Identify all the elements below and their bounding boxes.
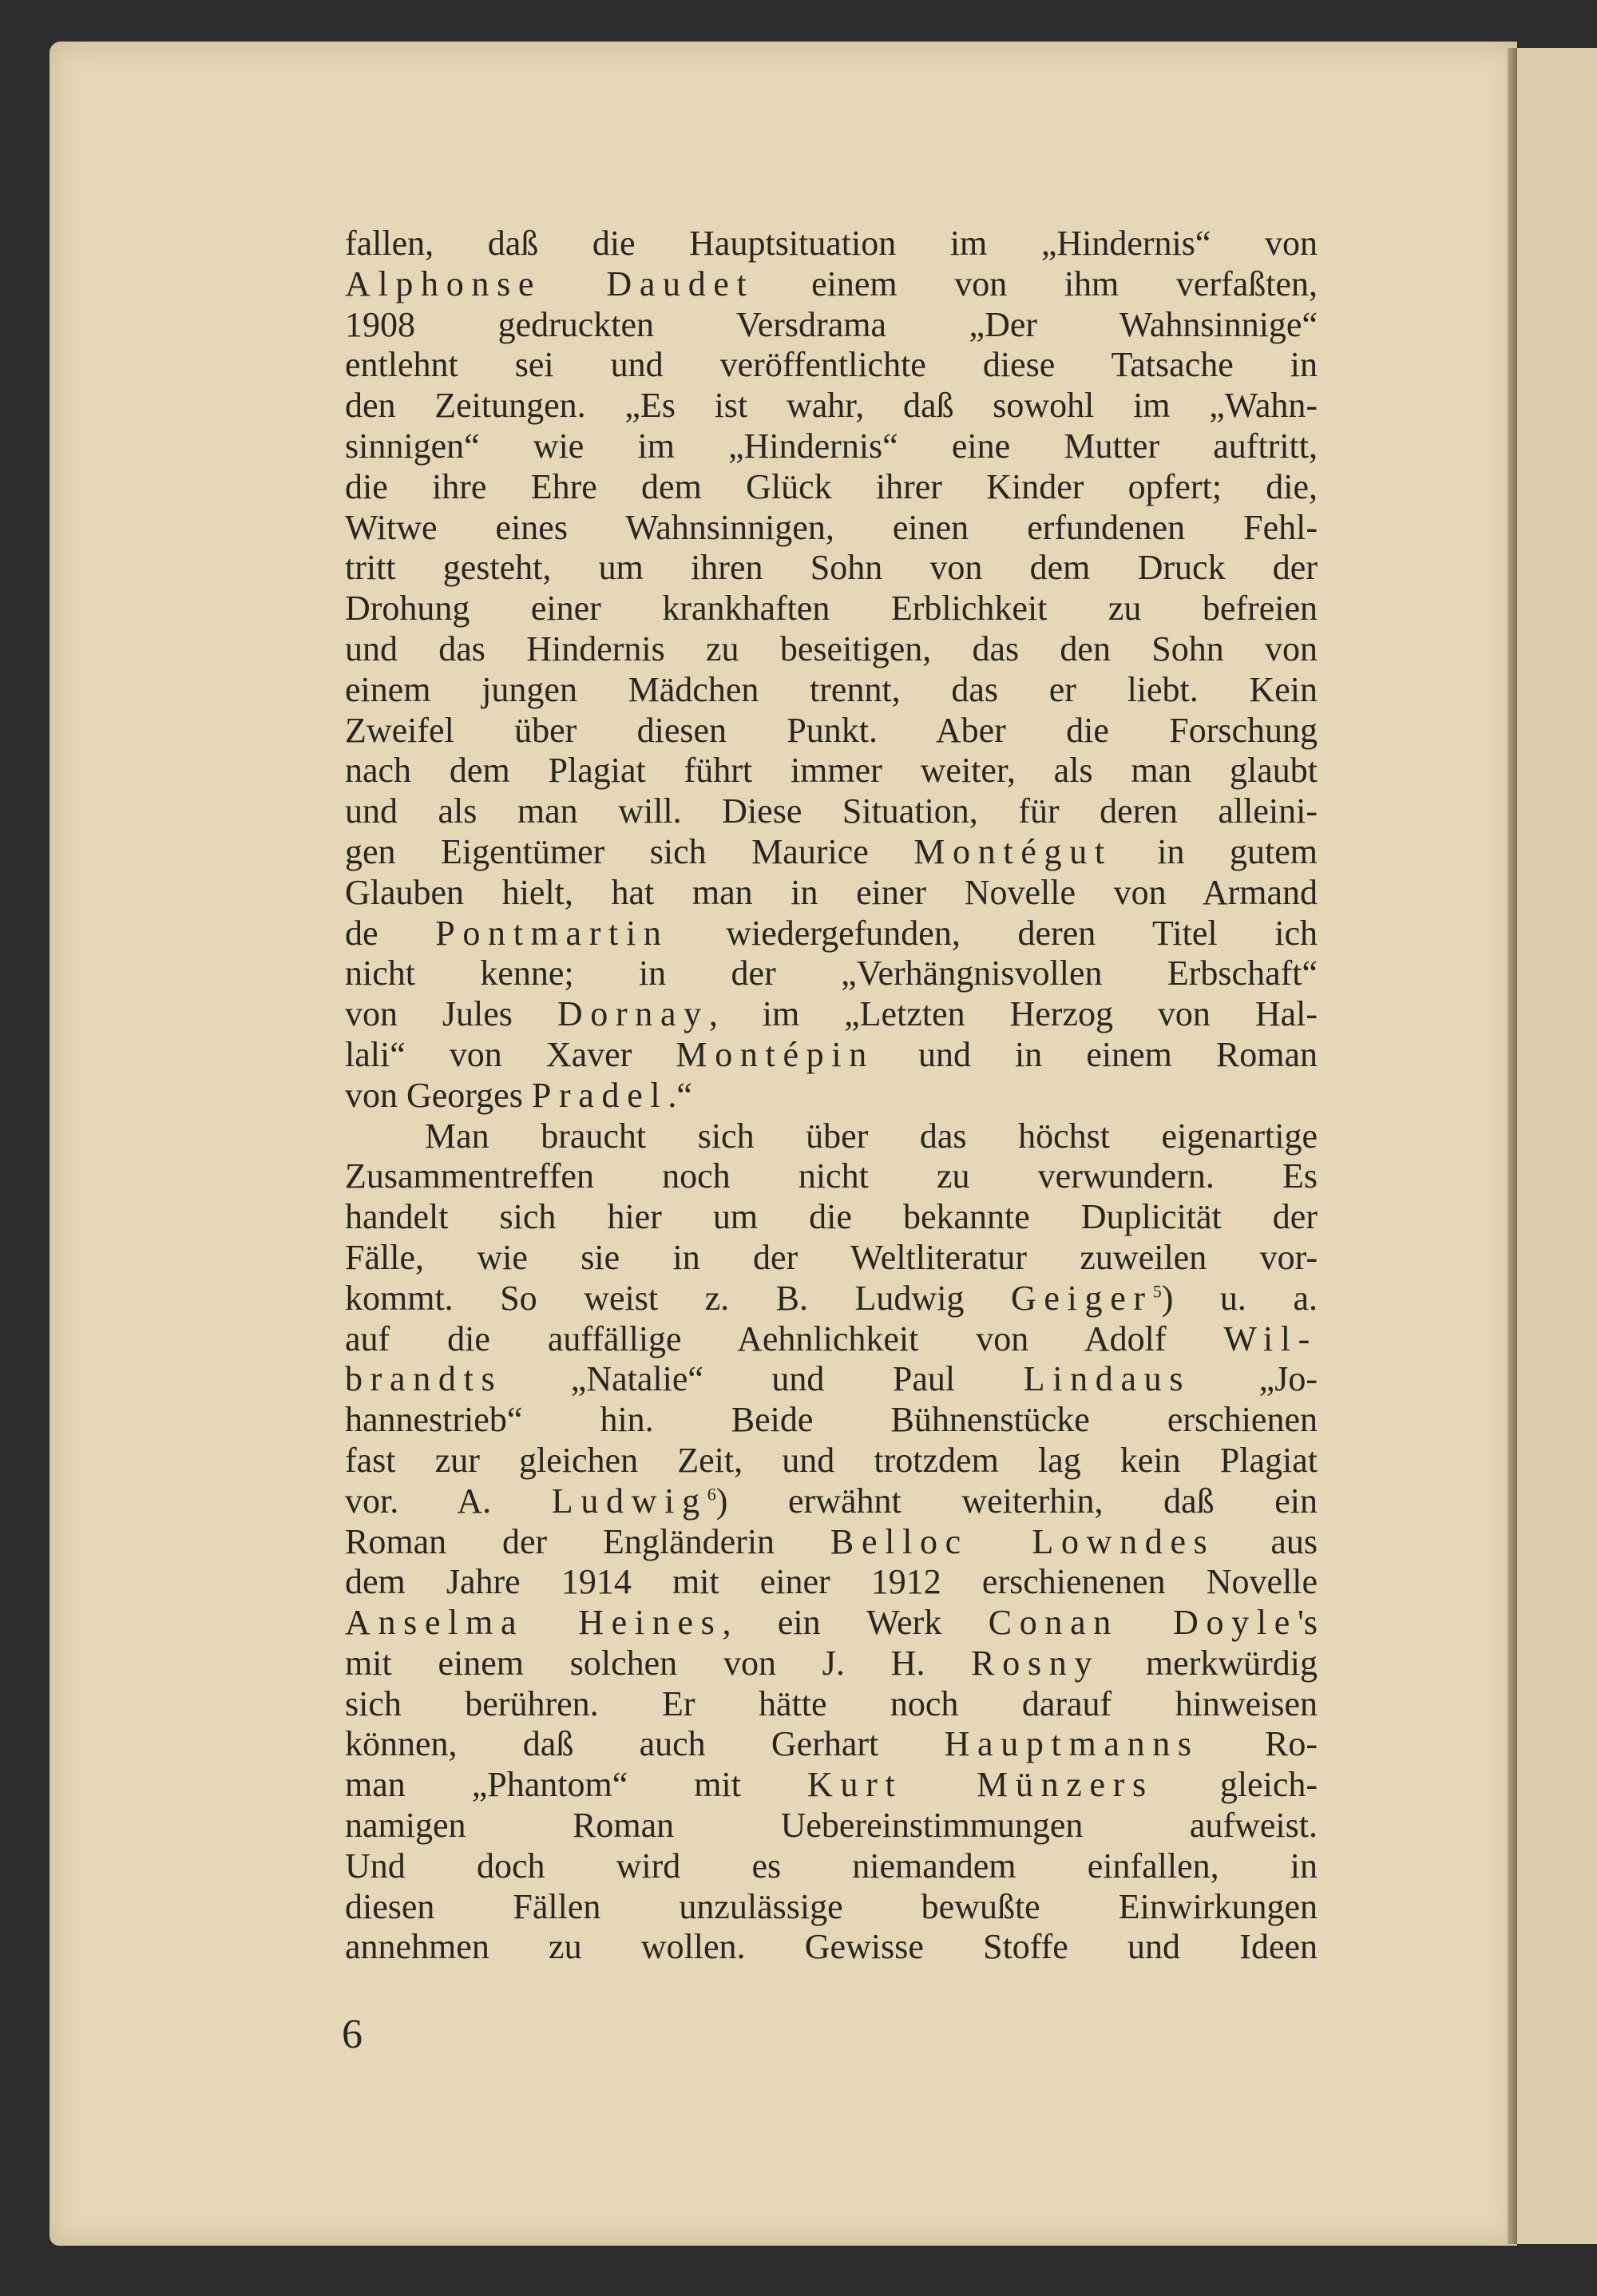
text-segment: fallen, daß die Hauptsituation im „Hindernis“ von xyxy=(345,224,1318,263)
text-line xyxy=(345,629,1318,670)
text-line xyxy=(345,1400,1318,1441)
spaced-name: Hauptmanns xyxy=(944,1724,1199,1764)
text-segment: nicht kenne; in der „Verhängnisvollen Erbschaft“ xyxy=(345,954,1318,993)
text-segment: einem von ihm verfaßten, xyxy=(754,264,1318,303)
spaced-name: Ludwig xyxy=(551,1481,707,1521)
text-segment: den Zeitungen. „Es ist wahr, daß sowohl im „Wahn- xyxy=(345,386,1318,426)
spaced-name: Rosny xyxy=(971,1643,1100,1683)
text-line xyxy=(345,1522,1318,1563)
text-segment: hannestrieb“ hin. Beide Bühnenstücke erschienen xyxy=(345,1400,1318,1440)
text-segment: einem jungen Mädchen trennt, das er liebt. Kein xyxy=(345,669,1318,709)
text-segment: lali“ von Xaver xyxy=(345,1034,676,1074)
text-line xyxy=(345,1197,1318,1238)
text-line xyxy=(345,670,1318,711)
text-segment: gleich- xyxy=(1153,1765,1318,1805)
text-line xyxy=(345,1806,1318,1846)
text-segment: Und doch wird es niemandem einfallen, in xyxy=(345,1846,1318,1886)
text-line xyxy=(345,1441,1318,1481)
text-line xyxy=(345,994,1318,1035)
text-line xyxy=(345,1562,1318,1603)
text-segment: Roman der Engländerin xyxy=(345,1521,830,1561)
text-line xyxy=(345,467,1318,508)
text-line xyxy=(345,1684,1318,1725)
spaced-name: Kurt Münzers xyxy=(807,1765,1154,1805)
text-line xyxy=(345,305,1318,346)
text-line xyxy=(345,1724,1318,1765)
text-segment: sinnigen“ wie im „Hindernis“ eine Mutter auftritt, xyxy=(345,426,1318,466)
text-segment: mit einem solchen von J. H. xyxy=(345,1643,972,1683)
spaced-name: Conan Doyle xyxy=(988,1603,1298,1643)
text-line xyxy=(345,832,1318,873)
facing-page-edge xyxy=(1517,48,1597,2244)
text-line xyxy=(345,1927,1318,1968)
text-line xyxy=(345,711,1318,751)
text-line xyxy=(345,508,1318,549)
text-line xyxy=(345,1279,1318,1319)
text-segment: wiedergefunden, deren Titel ich xyxy=(668,913,1318,953)
text-segment: in gutem xyxy=(1112,831,1318,871)
text-segment: aus xyxy=(1215,1521,1318,1561)
spaced-name: Montégut xyxy=(913,831,1112,871)
footnote-marker: 6 xyxy=(707,1484,716,1505)
spaced-name: Montépin xyxy=(676,1034,874,1074)
text-line xyxy=(345,1359,1318,1400)
text-segment: dem Jahre 1914 mit einer 1912 erschienenen Novelle xyxy=(345,1562,1318,1602)
text-segment: kommt. So weist z. B. Ludwig xyxy=(345,1278,1011,1318)
text-segment: tritt gesteht, um ihren Sohn von dem Druck der xyxy=(345,548,1318,588)
text-line xyxy=(345,1481,1318,1522)
text-segment: sich berühren. Er hätte noch darauf hinweisen xyxy=(345,1683,1318,1723)
text-segment: , im „Letzten Herzog von Hal- xyxy=(708,994,1318,1034)
text-line xyxy=(345,1156,1318,1197)
text-segment: Glauben hielt, hat man in einer Novelle von Armand xyxy=(345,872,1318,912)
text-segment: „Natalie“ und Paul xyxy=(502,1359,1024,1399)
text-line xyxy=(345,1238,1318,1279)
text-segment: 's xyxy=(1297,1603,1318,1643)
text-line xyxy=(345,1116,1318,1157)
text-line xyxy=(345,1765,1318,1806)
text-line xyxy=(345,914,1318,954)
text-segment: die ihre Ehre dem Glück ihrer Kinder opfert; die, xyxy=(345,466,1318,506)
text-segment: Zusammentreffen noch nicht zu verwundern. Es xyxy=(345,1156,1318,1196)
spaced-name: Alphonse Daudet xyxy=(345,264,755,303)
text-line xyxy=(345,1076,1318,1116)
text-segment: .“ xyxy=(668,1075,692,1115)
text-segment: fast zur gleichen Zeit, und trotzdem lag kein Plagiat xyxy=(345,1440,1318,1480)
text-segment: auf die auffällige Aehnlichkeit von Adolf xyxy=(345,1319,1224,1358)
spaced-name: brandts xyxy=(345,1359,503,1399)
text-segment: 1908 gedruckten Versdrama „Der Wahnsinnige“ xyxy=(345,304,1318,344)
text-line xyxy=(345,426,1318,467)
text-line xyxy=(345,1035,1318,1076)
text-line xyxy=(345,1603,1318,1644)
text-segment: Drohung einer krankhaften Erblichkeit zu befreien xyxy=(345,589,1318,629)
text-segment: vor. A. xyxy=(345,1481,552,1521)
spaced-name: Dornay xyxy=(557,994,709,1034)
spaced-name: Anselma Heines xyxy=(345,1603,723,1643)
text-segment: „Jo- xyxy=(1191,1359,1318,1399)
text-segment: de xyxy=(345,913,436,953)
text-line xyxy=(345,548,1318,589)
text-segment: und das Hindernis zu beseitigen, das den Sohn von xyxy=(345,629,1318,668)
text-segment: , ein Werk xyxy=(722,1603,989,1643)
text-line xyxy=(345,751,1318,791)
text-segment: namigen Roman Uebereinstimmungen aufweist. xyxy=(345,1806,1318,1846)
text-segment: gen Eigentümer sich Maurice xyxy=(345,831,914,871)
text-segment: Man braucht sich über das höchst eigenartige xyxy=(425,1116,1318,1156)
text-segment: Ro- xyxy=(1199,1724,1318,1764)
text-segment: Witwe eines Wahnsinnigen, einen erfundenen Fehl- xyxy=(345,507,1318,547)
spaced-name: Pradel xyxy=(531,1075,668,1115)
page-number: 6 xyxy=(342,2012,363,2057)
text-line xyxy=(345,791,1318,832)
text-segment: nach dem Plagiat führt immer weiter, als man glaubt xyxy=(345,751,1318,791)
text-segment: und in einem Roman xyxy=(874,1034,1318,1074)
text-segment: handelt sich hier um die bekannte Duplicität der xyxy=(345,1197,1318,1237)
text-line xyxy=(345,954,1318,994)
text-segment: entlehnt sei und veröffentlichte diese Tatsache in xyxy=(345,345,1318,385)
text-line xyxy=(345,1887,1318,1928)
text-line xyxy=(345,1319,1318,1360)
text-line xyxy=(345,873,1318,914)
text-segment: man „Phantom“ mit xyxy=(345,1765,808,1805)
text-segment: merkwürdig xyxy=(1100,1643,1318,1683)
text-segment: von Georges xyxy=(345,1075,532,1115)
spaced-name: Geiger xyxy=(1010,1278,1153,1318)
text-line xyxy=(345,386,1318,426)
spaced-name: Lindaus xyxy=(1023,1359,1191,1399)
text-segment: ) u. a. xyxy=(1161,1278,1318,1318)
text-line xyxy=(345,264,1318,305)
text-segment: Zweifel über diesen Punkt. Aber die Forschung xyxy=(345,710,1318,750)
book-gutter xyxy=(1508,48,1517,2244)
spaced-name: Belloc Lowndes xyxy=(830,1521,1215,1561)
text-segment: Fälle, wie sie in der Weltliteratur zuweilen vor- xyxy=(345,1237,1318,1277)
text-segment: von Jules xyxy=(345,994,557,1034)
text-line xyxy=(345,1846,1318,1887)
text-segment: können, daß auch Gerhart xyxy=(345,1724,945,1764)
text-line xyxy=(345,589,1318,629)
text-segment: diesen Fällen unzulässige bewußte Einwirkungen xyxy=(345,1886,1318,1926)
text-line xyxy=(345,345,1318,386)
text-segment: ) erwähnt weiterhin, daß ein xyxy=(715,1481,1318,1521)
text-line xyxy=(345,224,1318,264)
text-line xyxy=(345,1644,1318,1684)
text-segment: annehmen zu wollen. Gewisse Stoffe und Ideen xyxy=(345,1927,1318,1967)
spaced-name: Pontmartin xyxy=(435,913,669,953)
body-text xyxy=(345,224,1318,1968)
spaced-name: Wil- xyxy=(1223,1319,1318,1358)
text-segment: und als man will. Diese Situation, für deren alleini- xyxy=(345,791,1318,831)
footnote-marker: 5 xyxy=(1152,1281,1162,1302)
